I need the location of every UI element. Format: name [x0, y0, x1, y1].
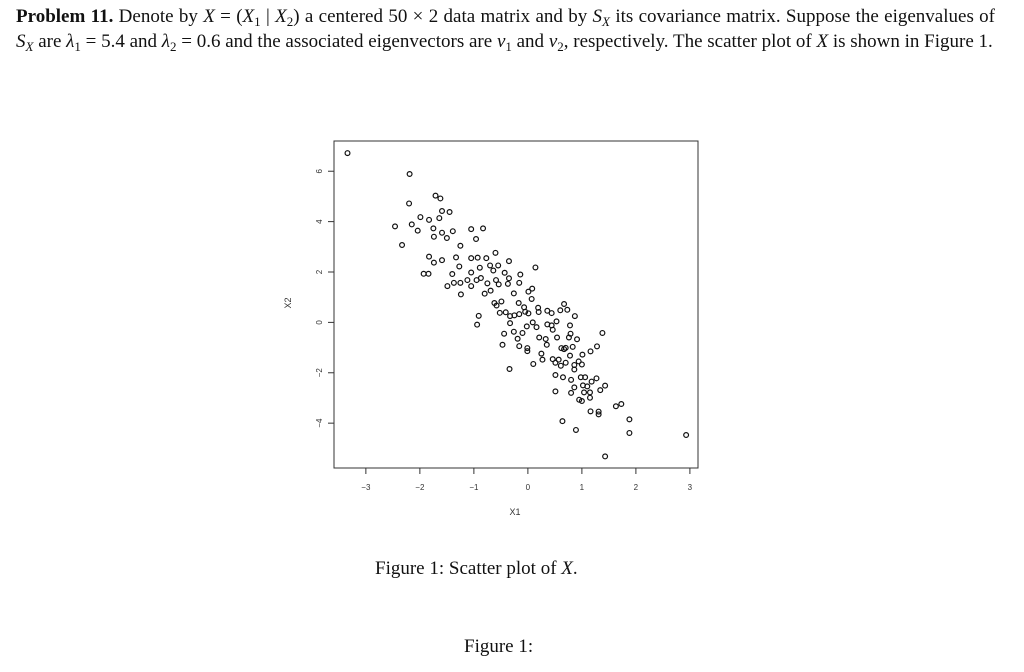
data-point: [445, 284, 450, 289]
figure-label: Figure 1:: [464, 636, 534, 657]
data-point: [600, 331, 605, 336]
data-point: [517, 344, 522, 349]
data-point: [568, 323, 573, 328]
problem-text-segment: v: [496, 31, 506, 52]
data-point: [603, 383, 608, 388]
data-point: [407, 172, 412, 177]
data-point: [574, 428, 579, 433]
data-point: [517, 280, 522, 285]
data-point: [549, 311, 554, 316]
caption-text: Figure 1: Scatter plot of: [375, 558, 562, 579]
data-point: [345, 151, 350, 156]
data-point: [569, 377, 574, 382]
problem-text-segment: = 5.4 and: [80, 31, 162, 52]
x-tick-label: −3: [361, 483, 371, 492]
data-point: [469, 270, 474, 275]
data-point: [595, 344, 600, 349]
data-point: [484, 256, 489, 261]
data-point: [476, 313, 481, 318]
problem-text-segment: are: [33, 31, 67, 52]
data-point: [572, 314, 577, 319]
data-point: [517, 312, 522, 317]
data-point: [454, 255, 459, 260]
y-tick-label: −2: [315, 368, 324, 378]
data-point: [558, 308, 563, 313]
data-point: [508, 321, 513, 326]
y-tick-label: 0: [315, 320, 324, 325]
data-point: [524, 324, 529, 329]
y-tick-label: −4: [315, 418, 324, 428]
data-point: [572, 385, 577, 390]
data-point: [400, 243, 405, 248]
data-point: [496, 282, 501, 287]
y-axis: [315, 168, 334, 427]
data-point: [553, 373, 558, 378]
data-point: [488, 263, 493, 268]
data-point: [560, 419, 565, 424]
data-point: [553, 389, 558, 394]
x-tick-label: −2: [415, 483, 425, 492]
data-point: [458, 280, 463, 285]
figure-caption: [375, 558, 578, 580]
y-tick-label: 6: [315, 169, 324, 174]
data-point: [684, 433, 689, 438]
data-point: [511, 329, 516, 334]
data-point: [491, 268, 496, 273]
data-point: [544, 342, 549, 347]
data-point: [540, 357, 545, 362]
caption-variable: X: [561, 558, 573, 579]
data-point: [598, 388, 603, 393]
problem-text-segment: X: [275, 6, 287, 27]
data-point: [497, 310, 502, 315]
data-point: [543, 337, 548, 342]
data-point: [579, 362, 584, 367]
data-point: [570, 344, 575, 349]
data-point: [440, 258, 445, 263]
problem-text-segment: |: [260, 6, 276, 27]
problem-text-segment: S: [16, 31, 26, 52]
data-point: [432, 260, 437, 265]
problem-text-segment: 2: [286, 14, 294, 29]
data-points: [345, 151, 688, 459]
data-point: [432, 234, 437, 239]
data-point: [603, 454, 608, 459]
data-point: [437, 216, 442, 221]
data-point: [534, 325, 539, 330]
data-point: [619, 402, 624, 407]
data-point: [505, 281, 510, 286]
data-point: [418, 215, 423, 220]
problem-text-segment: is shown in Figure 1.: [828, 31, 993, 52]
problem-text-segment: its covariance matrix. Suppose the eigenvalues of: [610, 6, 996, 27]
plot-frame: [334, 141, 698, 468]
data-point: [588, 390, 593, 395]
data-point: [507, 259, 512, 264]
data-point: [475, 322, 480, 327]
data-point: [533, 265, 538, 270]
data-point: [529, 297, 534, 302]
data-point: [485, 281, 490, 286]
data-point: [507, 276, 512, 281]
data-point: [465, 278, 470, 283]
data-point: [565, 307, 570, 312]
data-point: [582, 390, 587, 395]
data-point: [450, 272, 455, 277]
data-point: [481, 226, 486, 231]
data-point: [503, 310, 508, 315]
data-point: [421, 271, 426, 276]
data-point: [537, 335, 542, 340]
data-point: [507, 367, 512, 372]
data-point: [496, 263, 501, 268]
problem-text-segment: X: [25, 39, 34, 54]
data-point: [580, 352, 585, 357]
data-point: [589, 379, 594, 384]
data-point: [457, 264, 462, 269]
data-point: [459, 292, 464, 297]
data-point: [555, 335, 560, 340]
data-point: [409, 222, 414, 227]
data-point: [450, 229, 455, 234]
data-point: [511, 291, 516, 296]
data-point: [433, 193, 438, 198]
data-point: [594, 376, 599, 381]
problem-text-segment: Denote by: [113, 6, 204, 27]
data-point: [451, 280, 456, 285]
problem-text-segment: 1: [74, 39, 81, 54]
data-point: [415, 228, 420, 233]
data-point: [469, 284, 474, 289]
data-point: [568, 353, 573, 358]
problem-text-segment: X: [602, 14, 610, 29]
x-tick-label: 0: [525, 483, 531, 492]
problem-text-segment: 1: [254, 14, 261, 29]
data-point: [561, 375, 566, 380]
data-point: [526, 289, 531, 294]
data-point: [447, 210, 452, 215]
x-axis-label: X1: [509, 507, 521, 517]
problem-text-segment: λ: [66, 31, 75, 52]
data-point: [502, 270, 507, 275]
data-point: [393, 224, 398, 229]
data-point: [553, 360, 558, 365]
x-tick-label: 3: [687, 483, 693, 492]
problem-text-segment: v: [548, 31, 558, 52]
x-tick-label: 2: [633, 483, 639, 492]
y-tick-label: 2: [315, 269, 324, 275]
data-point: [488, 288, 493, 293]
data-point: [518, 272, 523, 277]
problem-text-segment: λ: [161, 31, 171, 52]
data-point: [431, 226, 436, 231]
problem-text-segment: and: [511, 31, 549, 52]
problem-text-segment: , respectively. The scatter plot of: [563, 31, 817, 52]
data-point: [515, 336, 520, 341]
y-axis-label: X2: [283, 297, 293, 309]
data-point: [562, 302, 567, 307]
data-point: [426, 271, 431, 276]
problem-text-segment: X: [816, 31, 829, 52]
data-point: [444, 236, 449, 241]
x-axis: [361, 468, 692, 492]
problem-number: Problem 11.: [16, 6, 114, 27]
data-point: [440, 230, 445, 235]
x-tick-label: 1: [579, 483, 585, 492]
problem-text-segment: = (: [214, 6, 243, 27]
problem-text-segment: 2: [557, 39, 564, 54]
data-point: [482, 291, 487, 296]
data-point: [477, 265, 482, 270]
data-point: [499, 299, 504, 304]
data-point: [440, 209, 445, 214]
data-point: [531, 362, 536, 367]
caption-suffix: .: [572, 558, 578, 579]
problem-text-segment: ) a centered 50 × 2 data matrix and by: [293, 6, 593, 27]
data-point: [588, 409, 593, 414]
data-point: [563, 360, 568, 365]
data-point: [427, 217, 432, 222]
problem-text-segment: X: [242, 6, 255, 27]
data-point: [575, 337, 580, 342]
data-point: [569, 391, 574, 396]
data-point: [407, 201, 412, 206]
data-point: [525, 349, 530, 354]
x-tick-label: −1: [469, 483, 479, 492]
data-point: [520, 331, 525, 336]
y-tick-label: 4: [315, 219, 324, 224]
data-point: [588, 349, 593, 354]
data-point: [502, 331, 507, 336]
data-point: [500, 342, 505, 347]
data-point: [614, 404, 619, 409]
problem-text-segment: 2: [170, 39, 177, 54]
data-point: [530, 320, 535, 325]
data-point: [427, 254, 432, 259]
data-point: [438, 196, 443, 201]
data-point: [627, 431, 632, 436]
data-point: [469, 256, 474, 261]
data-point: [558, 363, 563, 368]
data-point: [474, 237, 479, 242]
data-point: [469, 227, 474, 232]
data-point: [516, 301, 521, 306]
problem-text-segment: = 0.6 and the associated eigenvectors are: [176, 31, 497, 52]
data-point: [627, 417, 632, 422]
problem-text-segment: X: [203, 6, 215, 27]
data-point: [478, 276, 483, 281]
data-point: [539, 351, 544, 356]
data-point: [458, 243, 463, 248]
data-point: [588, 395, 593, 400]
data-point: [475, 255, 480, 260]
problem-text-segment: 1: [505, 39, 512, 54]
data-point: [493, 250, 498, 255]
problem-text-segment: S: [592, 6, 603, 27]
data-point: [554, 319, 559, 324]
